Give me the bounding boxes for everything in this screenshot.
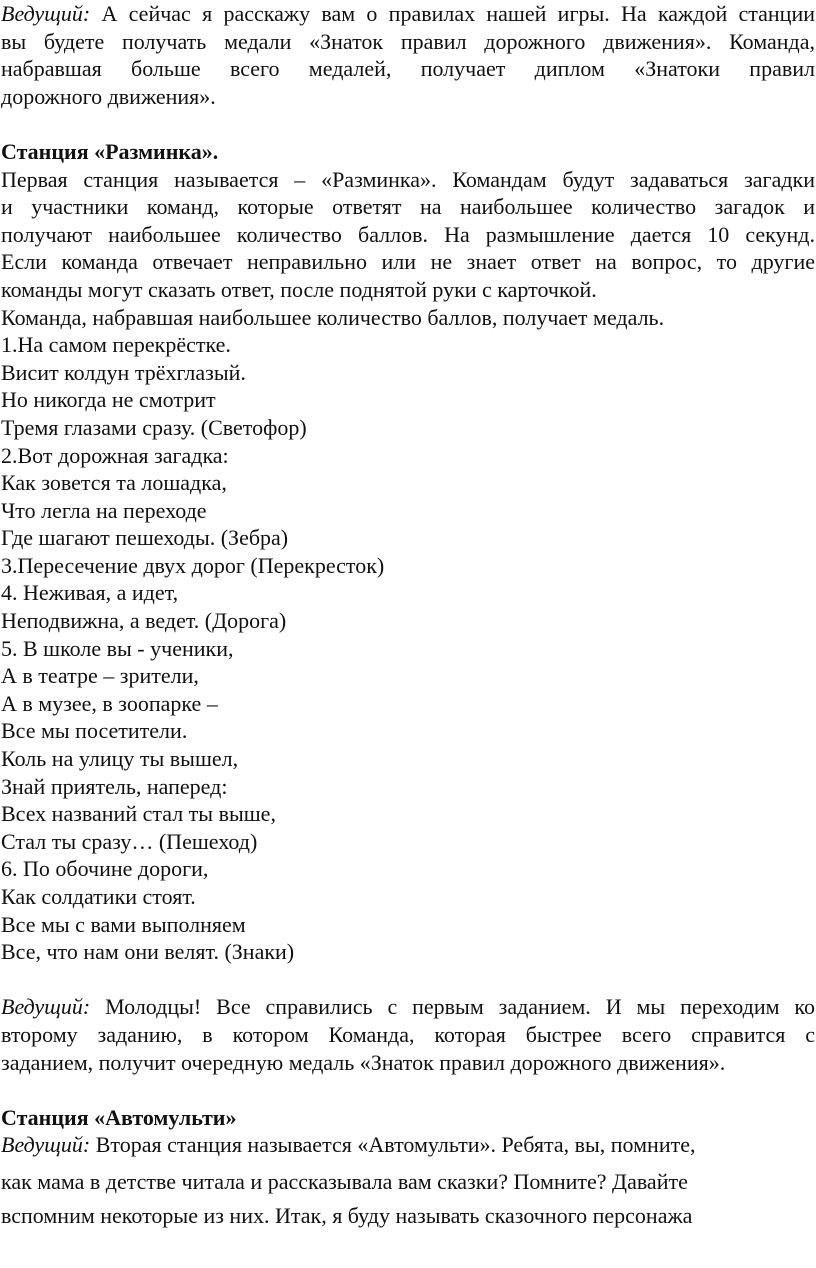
station-heading: Станция «Автомульти»: [1, 1104, 237, 1130]
riddle-line: Все мы с вами выполняем: [1, 911, 246, 937]
station2-line: как мама в детстве читала и рассказывала вам сказки? Помните? Давайте: [1, 1168, 688, 1194]
riddles-list: [1, 331, 815, 966]
riddle-line: А в театре – зрители,: [1, 663, 199, 689]
riddle-line: Коль на улицу ты вышел,: [1, 746, 239, 772]
riddle-line: 1.На самом перекрёстке.: [1, 332, 231, 358]
station-avtomulti: [1, 1104, 815, 1233]
riddle-line: Как зовется та лошадка,: [1, 470, 227, 496]
station2-line: Ведущий: Вторая станция называется «Автомульти». Ребята, вы, помните,: [1, 1132, 696, 1158]
intro-line: дорожного движения».: [1, 83, 216, 109]
riddle-line: Неподвижна, а ведет. (Дорога): [1, 608, 287, 634]
rules-line: Если команда отвечает неправильно или не знает ответ на вопрос, то другие: [1, 249, 815, 275]
speaker-label: Ведущий:: [1, 1, 91, 26]
riddle-line: Стал ты сразу… (Пешеход): [1, 828, 258, 854]
blank-line: [1, 1076, 815, 1104]
speaker-label: Ведущий:: [1, 994, 91, 1020]
riddle-line: Что легла на переходе: [1, 497, 207, 523]
riddle-line: Все мы посетители.: [1, 718, 188, 744]
transition-paragraph: [1, 993, 815, 1076]
intro-line: вы будете получать медали «Знаток правил дорожного движения». Команда,: [1, 28, 815, 54]
riddle-line: А в музее, в зоопарке –: [1, 690, 218, 716]
document-page: [1, 0, 815, 1233]
transition-line: Ведущий: Молодцы! Все справились с первым заданием. И мы переходим ко: [1, 994, 815, 1020]
station-heading: Станция «Разминка».: [1, 138, 219, 164]
rules-line: Команда, набравшая наибольшее количество баллов, получает медаль.: [1, 304, 665, 330]
intro-line: Ведущий: А сейчас я расскажу вам о правилах нашей игры. На каждой станции: [1, 1, 815, 26]
blank-line: [1, 966, 815, 994]
rules-line: команды могут сказать ответ, после поднятой руки с карточкой.: [1, 276, 597, 302]
riddle-line: 6. По обочине дороги,: [1, 856, 209, 882]
blank-line: [1, 110, 815, 138]
riddle-line: Висит колдун трёхглазый.: [1, 359, 246, 385]
riddle-line: 2.Вот дорожная загадка:: [1, 442, 229, 468]
transition-line: второму заданию, в котором Команда, которая быстрее всего справится с: [1, 1021, 815, 1047]
riddle-line: Знай приятель, наперед:: [1, 773, 228, 799]
riddle-line: 5. В школе вы - ученики,: [1, 635, 234, 661]
riddle-line: Тремя глазами сразу. (Светофор): [1, 414, 307, 440]
rules-line: и участники команд, которые ответят на наибольшее количество загадок и: [1, 194, 815, 220]
riddle-line: 3.Пересечение двух дорог (Перекресток): [1, 552, 385, 578]
riddle-line: Как солдатики стоят.: [1, 884, 196, 909]
riddle-line: Где шагают пешеходы. (Зебра): [1, 525, 289, 551]
intro-line: набравшая больше всего медалей, получает диплом «Знатоки правил: [1, 56, 815, 82]
speaker-label: Ведущий:: [1, 1132, 91, 1158]
intro-paragraph: [1, 0, 815, 110]
rules-line: Первая станция называется – «Разминка». Командам будут задаваться загадки: [1, 166, 815, 192]
station-razminka: [1, 138, 815, 966]
riddle-line: Но никогда не смотрит: [1, 387, 216, 413]
rules-line: получают наибольшее количество баллов. На размышление дается 10 секунд.: [1, 221, 815, 247]
transition-line: заданием, получит очередную медаль «Знаток правил дорожного движения».: [1, 1049, 726, 1075]
riddle-line: 4. Неживая, а идет,: [1, 580, 179, 606]
riddle-line: Всех названий стал ты выше,: [1, 801, 276, 827]
riddle-line: Все, что нам они велят. (Знаки): [1, 939, 295, 965]
station2-line: вспомним некоторые из них. Итак, я буду называть сказочного персонажа: [1, 1202, 693, 1228]
